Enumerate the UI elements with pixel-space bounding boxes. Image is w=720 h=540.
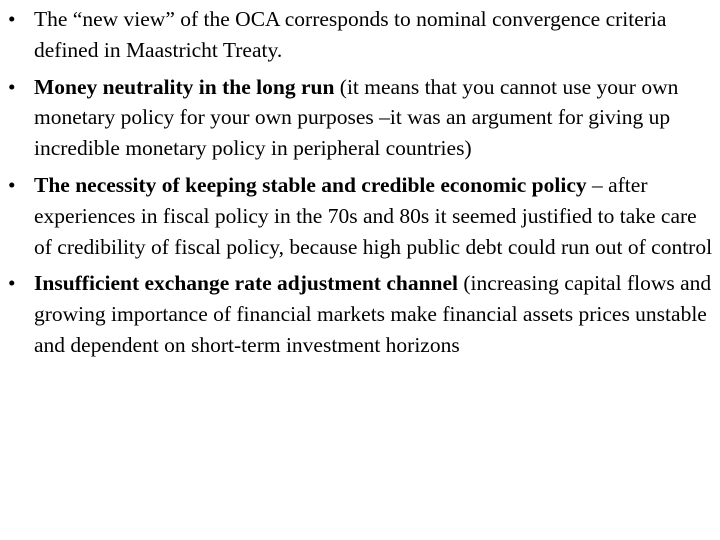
bullet-item [8,4,714,66]
bullet-text: – after experiences in fiscal policy in the 70s and 80s it seemed justified to take care of credibility of fiscal policy, because high public debt could run out of control [34,172,713,259]
bullet-text: The “new view” of the OCA corresponds to nominal convergence criteria defined in Maastricht Treaty. [34,7,667,62]
bullet-bold-text: Money neutrality in the long run [34,74,335,99]
bullet-bold-text: Insufficient exchange rate adjustment channel [34,271,459,296]
bullet-bold-text: The necessity of keeping stable and credible economic policy [34,172,587,197]
bullet-dot: • [8,7,16,31]
bullet-dot: • [8,74,16,99]
bullet-text: (it means that you cannot use your own monetary policy for your own purposes –it was an argument for giving up incredible monetary policy in peripheral countries) [34,74,679,161]
bullet-item [8,72,714,164]
bullet-dot: • [8,271,16,296]
bullet-item [8,170,714,262]
bullet-text: (increasing capital flows and growing importance of financial markets make financial assets prices unstable and dependent on short-term investment horizons [34,271,712,357]
bullet-dot: • [8,172,16,197]
bullet-item [8,268,714,360]
bullet-list [8,4,714,367]
